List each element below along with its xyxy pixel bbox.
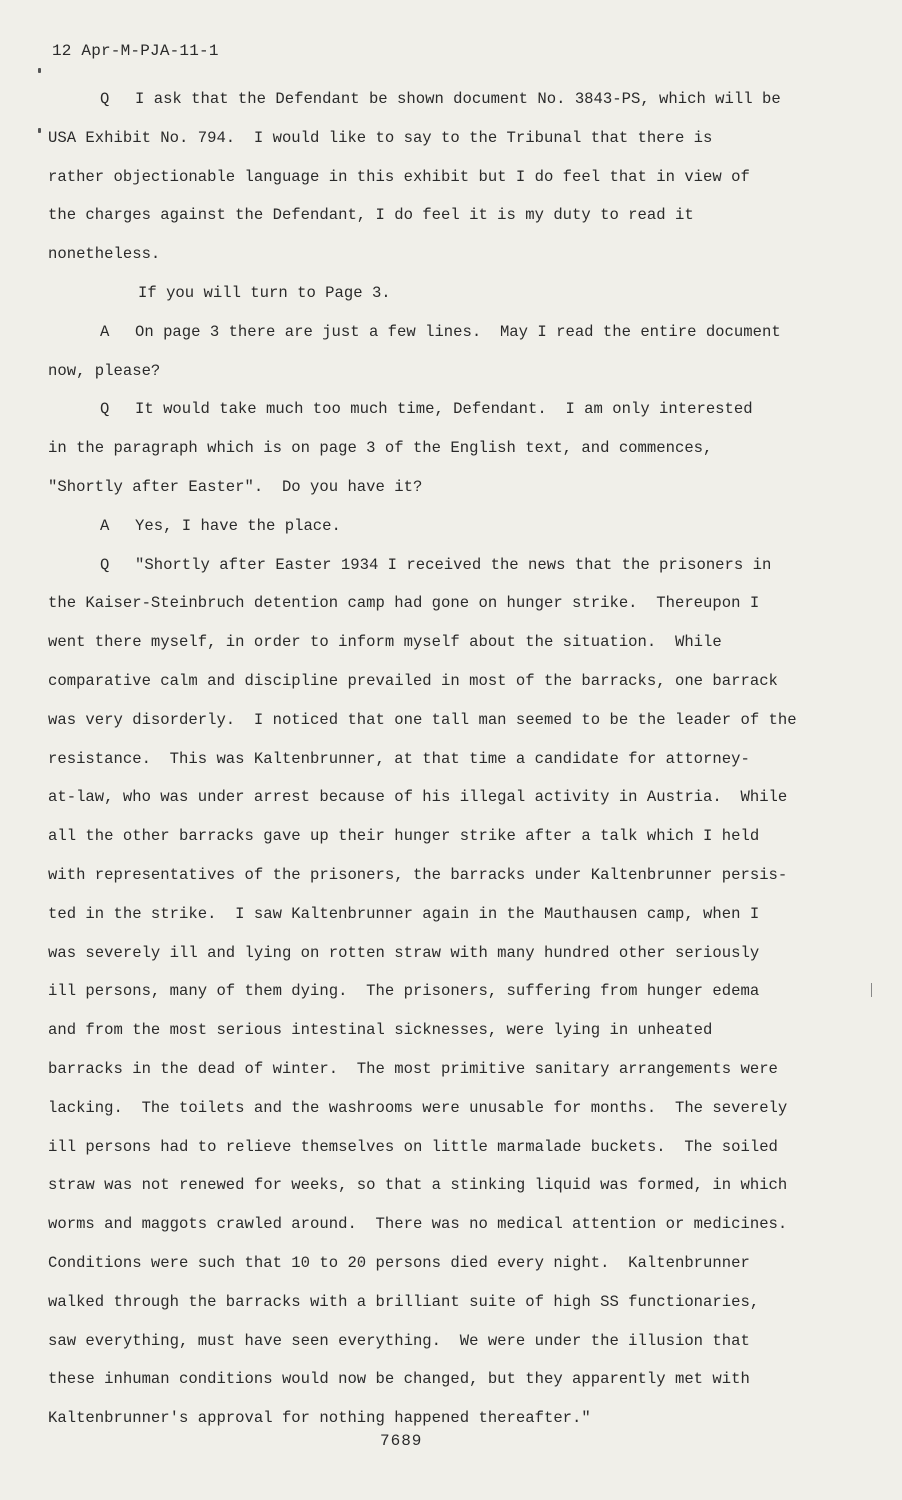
line-text: with representatives of the prisoners, the barracks under Kaltenbrunner persis-: [48, 865, 788, 884]
transcript-line: [48, 856, 848, 895]
transcript-body: [48, 80, 848, 1438]
line-text: was very disorderly. I noticed that one tall man seemed to be the leader of the: [48, 710, 797, 729]
transcript-line: [48, 1360, 848, 1399]
line-text: Conditions were such that 10 to 20 persons died every night. Kaltenbrunner: [48, 1253, 750, 1272]
line-text: went there myself, in order to inform myself about the situation. While: [48, 633, 722, 652]
transcript-line: [48, 468, 848, 507]
transcript-line: [48, 1283, 848, 1322]
transcript-line: [48, 1050, 848, 1089]
line-text: saw everything, must have seen everything. We were under the illusion that: [48, 1331, 750, 1350]
transcript-line: [48, 119, 848, 158]
line-text: "Shortly after Easter". Do you have it?: [48, 477, 423, 496]
line-text: in the paragraph which is on page 3 of the English text, and commences,: [48, 439, 713, 458]
line-text: nonetheless.: [48, 245, 161, 264]
page-number: 7689: [380, 1432, 423, 1450]
transcript-line: [48, 429, 848, 468]
line-text: I ask that the Defendant be shown document No. 3843-PS, which will be: [135, 90, 781, 108]
line-text: at-law, who was under arrest because of his illegal activity in Austria. While: [48, 788, 788, 807]
transcript-line: [48, 972, 848, 1011]
line-text: ill persons, many of them dying. The prisoners, suffering from hunger edema: [48, 982, 760, 1001]
line-text: On page 3 there are just a few lines. May I read the entire document: [135, 322, 781, 341]
margin-tick-right: [871, 983, 872, 997]
transcript-line: [48, 546, 848, 585]
line-text: USA Exhibit No. 794. I would like to say to the Tribunal that there is: [48, 128, 713, 147]
line-text: ill persons had to relieve themselves on little marmalade buckets. The soiled: [48, 1137, 778, 1156]
transcript-line: [48, 1011, 848, 1050]
line-text: walked through the barracks with a brilliant suite of high SS functionaries,: [48, 1292, 760, 1311]
line-text: these inhuman conditions would now be changed, but they apparently met with: [48, 1370, 750, 1389]
transcript-line: [48, 740, 848, 779]
line-text: resistance. This was Kaltenbrunner, at that time a candidate for attorney-: [48, 749, 750, 768]
transcript-line: [48, 1244, 848, 1283]
line-text: If you will turn to Page 3.: [138, 283, 391, 302]
transcript-line: [48, 507, 848, 546]
line-text: rather objectionable language in this exhibit but I do feel that in view of: [48, 167, 750, 186]
document-reference: 12 Apr-M-PJA-11-1: [52, 42, 219, 60]
line-text: Kaltenbrunner's approval for nothing happened thereafter.": [48, 1409, 591, 1428]
line-text: worms and maggots crawled around. There was no medical attention or medicines.: [48, 1215, 788, 1234]
transcript-line: [48, 778, 848, 817]
transcript-line: [48, 313, 848, 352]
transcript-line: [48, 1399, 848, 1438]
speaker-label: A: [100, 322, 110, 341]
transcript-line: [48, 817, 848, 856]
speaker-label: Q: [100, 90, 110, 108]
transcript-line: [48, 196, 848, 235]
line-text: comparative calm and discipline prevailed in most of the barracks, one barrack: [48, 671, 778, 690]
line-text: It would take much too much time, Defendant. I am only interested: [135, 400, 753, 419]
transcript-line: [48, 662, 848, 701]
line-text: the charges against the Defendant, I do feel it is my duty to read it: [48, 206, 694, 225]
transcript-line: [48, 158, 848, 197]
transcript-line: [48, 235, 848, 274]
transcript-line: [48, 390, 848, 429]
transcript-line: [48, 1128, 848, 1167]
transcript-line: [48, 352, 848, 391]
transcript-line: [48, 1322, 848, 1361]
transcript-line: [48, 1089, 848, 1128]
line-text: all the other barracks gave up their hunger strike after a talk which I held: [48, 827, 760, 846]
transcript-line: [48, 274, 848, 313]
margin-mark-exhibit: [38, 128, 41, 133]
margin-mark-top: [38, 68, 41, 73]
transcript-line: [48, 623, 848, 662]
line-text: ted in the strike. I saw Kaltenbrunner again in the Mauthausen camp, when I: [48, 904, 760, 923]
line-text: the Kaiser-Steinbruch detention camp had gone on hunger strike. Thereupon I: [48, 594, 760, 613]
line-text: straw was not renewed for weeks, so that a stinking liquid was formed, in which: [48, 1176, 788, 1195]
transcript-line: [48, 934, 848, 973]
speaker-label: Q: [100, 555, 110, 574]
transcript-line: [48, 80, 848, 119]
speaker-label: A: [100, 516, 110, 535]
line-text: "Shortly after Easter 1934 I received the news that the prisoners in: [135, 555, 772, 574]
transcript-line: [48, 701, 848, 740]
transcript-line: [48, 1205, 848, 1244]
line-text: was severely ill and lying on rotten straw with many hundred other seriously: [48, 943, 760, 962]
speaker-label: Q: [100, 400, 110, 419]
transcript-line: [48, 1166, 848, 1205]
line-text: now, please?: [48, 361, 161, 380]
line-text: Yes, I have the place.: [135, 516, 341, 535]
line-text: and from the most serious intestinal sicknesses, were lying in unheated: [48, 1021, 713, 1040]
transcript-line: [48, 895, 848, 934]
line-text: lacking. The toilets and the washrooms were unusable for months. The severely: [48, 1098, 788, 1117]
line-text: barracks in the dead of winter. The most primitive sanitary arrangements were: [48, 1059, 778, 1078]
transcript-line: [48, 584, 848, 623]
